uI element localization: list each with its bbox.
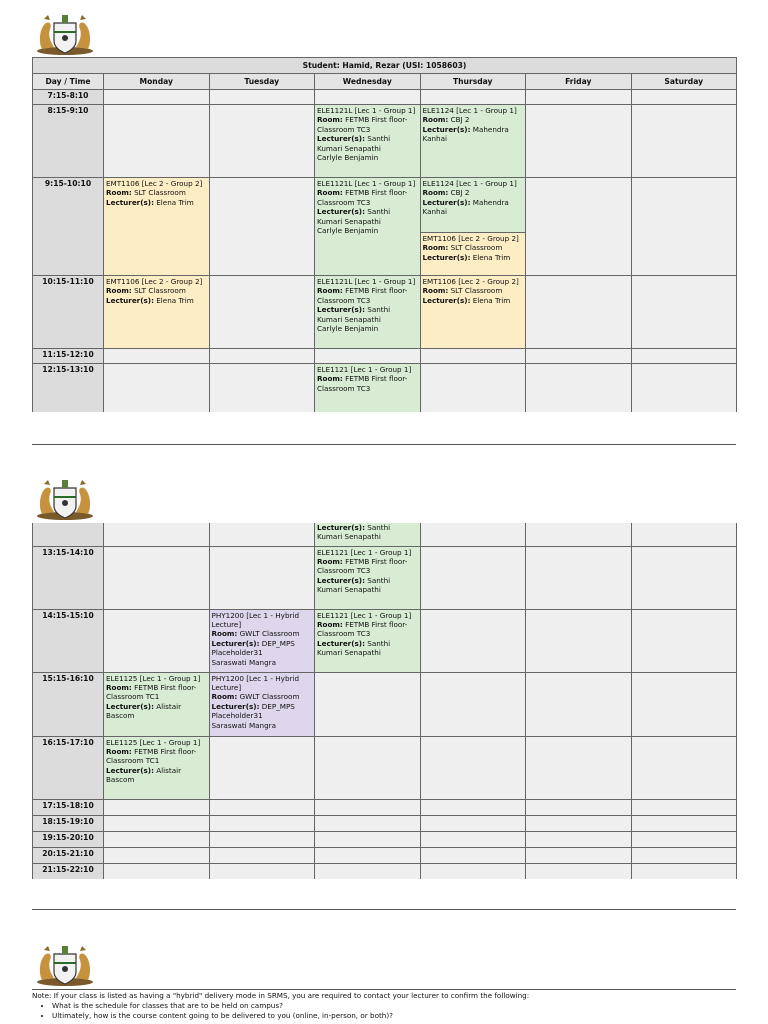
class-cell[interactable]: ELE1121L [Lec 1 - Group 1] Room: FETMB First floor-Classroom TC3 Lecturer(s): Santhi Kumari Senapathi Carlyle Benjamin [315, 178, 421, 276]
class-cell-split[interactable]: ELE1124 [Lec 1 - Group 1] Room: CBJ 2 Lecturer(s): Mahendra Kanhai EMT1106 [Lec 2 - Group 2] Room: SLT Classroom Lecturer(s): Elena Trim [420, 178, 526, 276]
time-slot: 17:15-18:10 [33, 799, 104, 815]
class-cell[interactable]: ELE1125 [Lec 1 - Group 1] Room: FETMB First floor-Classroom TC1 Lecturer(s): Alistair Bascom [104, 736, 210, 799]
class-cell[interactable]: PHY1200 [Lec 1 - Hybrid Lecture] Room: GWLT Classroom Lecturer(s): DEP_MPS Placeholder31 Saraswati Mangra [209, 672, 315, 736]
day-time-header: Day / Time [33, 74, 104, 90]
time-slot: 13:15-14:10 [33, 546, 104, 609]
class-cell[interactable]: ELE1125 [Lec 1 - Group 1] Room: FETMB First floor-Classroom TC1 Lecturer(s): Alistair Bascom [104, 672, 210, 736]
university-crest-logo [32, 942, 98, 988]
class-cell[interactable]: ELE1121 [Lec 1 - Group 1] Room: FETMB First floor-Classroom TC3 Lecturer(s): Santhi Kumari Senapathi [315, 609, 421, 672]
university-crest-logo [32, 11, 98, 57]
table-row [33, 90, 737, 105]
table-row [33, 364, 737, 413]
table-row [33, 847, 737, 863]
table-row [33, 672, 737, 736]
note-text: Note: If your class is listed as having a "hybrid" delivery mode in SRMS, you are required to contact your lecturer to confirm the following: [32, 991, 530, 1000]
time-slot: 10:15-11:10 [33, 276, 104, 349]
day-header-monday: Monday [104, 74, 210, 90]
table-row [33, 105, 737, 178]
class-cell[interactable]: EMT1106 [Lec 2 - Group 2] Room: SLT Classroom Lecturer(s): Elena Trim [420, 276, 526, 349]
day-header-thursday: Thursday [420, 74, 526, 90]
class-cell[interactable]: ELE1124 [Lec 1 - Group 1] Room: CBJ 2 Lecturer(s): Mahendra Kanhai [420, 105, 526, 178]
list-item: • Ultimately, how is the course content going to be delivered to you (online, in-person, or both)? [52, 1011, 736, 1021]
table-row [33, 523, 737, 546]
university-crest-logo [32, 476, 98, 522]
table-row [33, 736, 737, 799]
class-cell[interactable]: ELE1121L [Lec 1 - Group 1] Room: FETMB First floor-Classroom TC3 Lecturer(s): Santhi Kumari Senapathi Carlyle Benjamin [315, 105, 421, 178]
time-slot: 9:15-10:10 [33, 178, 104, 276]
student-header: Student: Hamid, Rezar (USI: 1058603) [33, 58, 737, 74]
table-row [33, 546, 737, 609]
page-divider [32, 444, 736, 445]
schedule-page-2 [0, 523, 768, 879]
table-row [33, 276, 737, 349]
class-cell[interactable]: EMT1106 [Lec 2 - Group 2] Room: SLT Classroom Lecturer(s): Elena Trim [104, 276, 210, 349]
table-row [33, 178, 737, 276]
class-cell[interactable]: ELE1121L [Lec 1 - Group 1] Room: FETMB First floor-Classroom TC3 Lecturer(s): Santhi Kumari Senapathi Carlyle Benjamin [315, 276, 421, 349]
table-row [33, 799, 737, 815]
time-slot: 20:15-21:10 [33, 847, 104, 863]
table-row [33, 609, 737, 672]
class-cell[interactable]: PHY1200 [Lec 1 - Hybrid Lecture] Room: GWLT Classroom Lecturer(s): DEP_MPS Placeholder31 Saraswati Mangra [209, 609, 315, 672]
note-divider [32, 989, 736, 990]
class-cell[interactable]: ELE1121 [Lec 1 - Group 1] Room: FETMB First floor-Classroom TC3 [315, 364, 421, 413]
time-slot: 12:15-13:10 [33, 364, 104, 413]
table-row [33, 863, 737, 879]
time-slot: 19:15-20:10 [33, 831, 104, 847]
timetable-part-2 [32, 523, 737, 879]
table-row [33, 831, 737, 847]
class-cell[interactable]: ELE1121 [Lec 1 - Group 1] Room: FETMB First floor-Classroom TC3 Lecturer(s): Santhi Kumari Senapathi [315, 546, 421, 609]
time-slot: 15:15-16:10 [33, 672, 104, 736]
schedule-page-1 [0, 57, 768, 412]
list-item: • What is the schedule for classes that are to be held on campus? [52, 1001, 736, 1011]
table-row [33, 349, 737, 364]
time-slot: 8:15-9:10 [33, 105, 104, 178]
page-divider [32, 909, 736, 910]
note-bullets [52, 1001, 736, 1021]
time-slot: 11:15-12:10 [33, 349, 104, 364]
time-slot: 21:15-22:10 [33, 863, 104, 879]
day-header-wednesday: Wednesday [315, 74, 421, 90]
table-row [33, 815, 737, 831]
day-header-saturday: Saturday [631, 74, 737, 90]
day-header-tuesday: Tuesday [209, 74, 315, 90]
time-slot: 18:15-19:10 [33, 815, 104, 831]
class-cell[interactable]: EMT1106 [Lec 2 - Group 2] Room: SLT Classroom Lecturer(s): Elena Trim [104, 178, 210, 276]
time-slot: 16:15-17:10 [33, 736, 104, 799]
day-header-friday: Friday [526, 74, 632, 90]
timetable-part-1 [32, 57, 737, 412]
time-slot: 14:15-15:10 [33, 609, 104, 672]
time-slot: 7:15-8:10 [33, 90, 104, 105]
hybrid-note [32, 991, 736, 1021]
class-cell[interactable]: Lecturer(s): Santhi Kumari Senapathi [315, 523, 421, 546]
